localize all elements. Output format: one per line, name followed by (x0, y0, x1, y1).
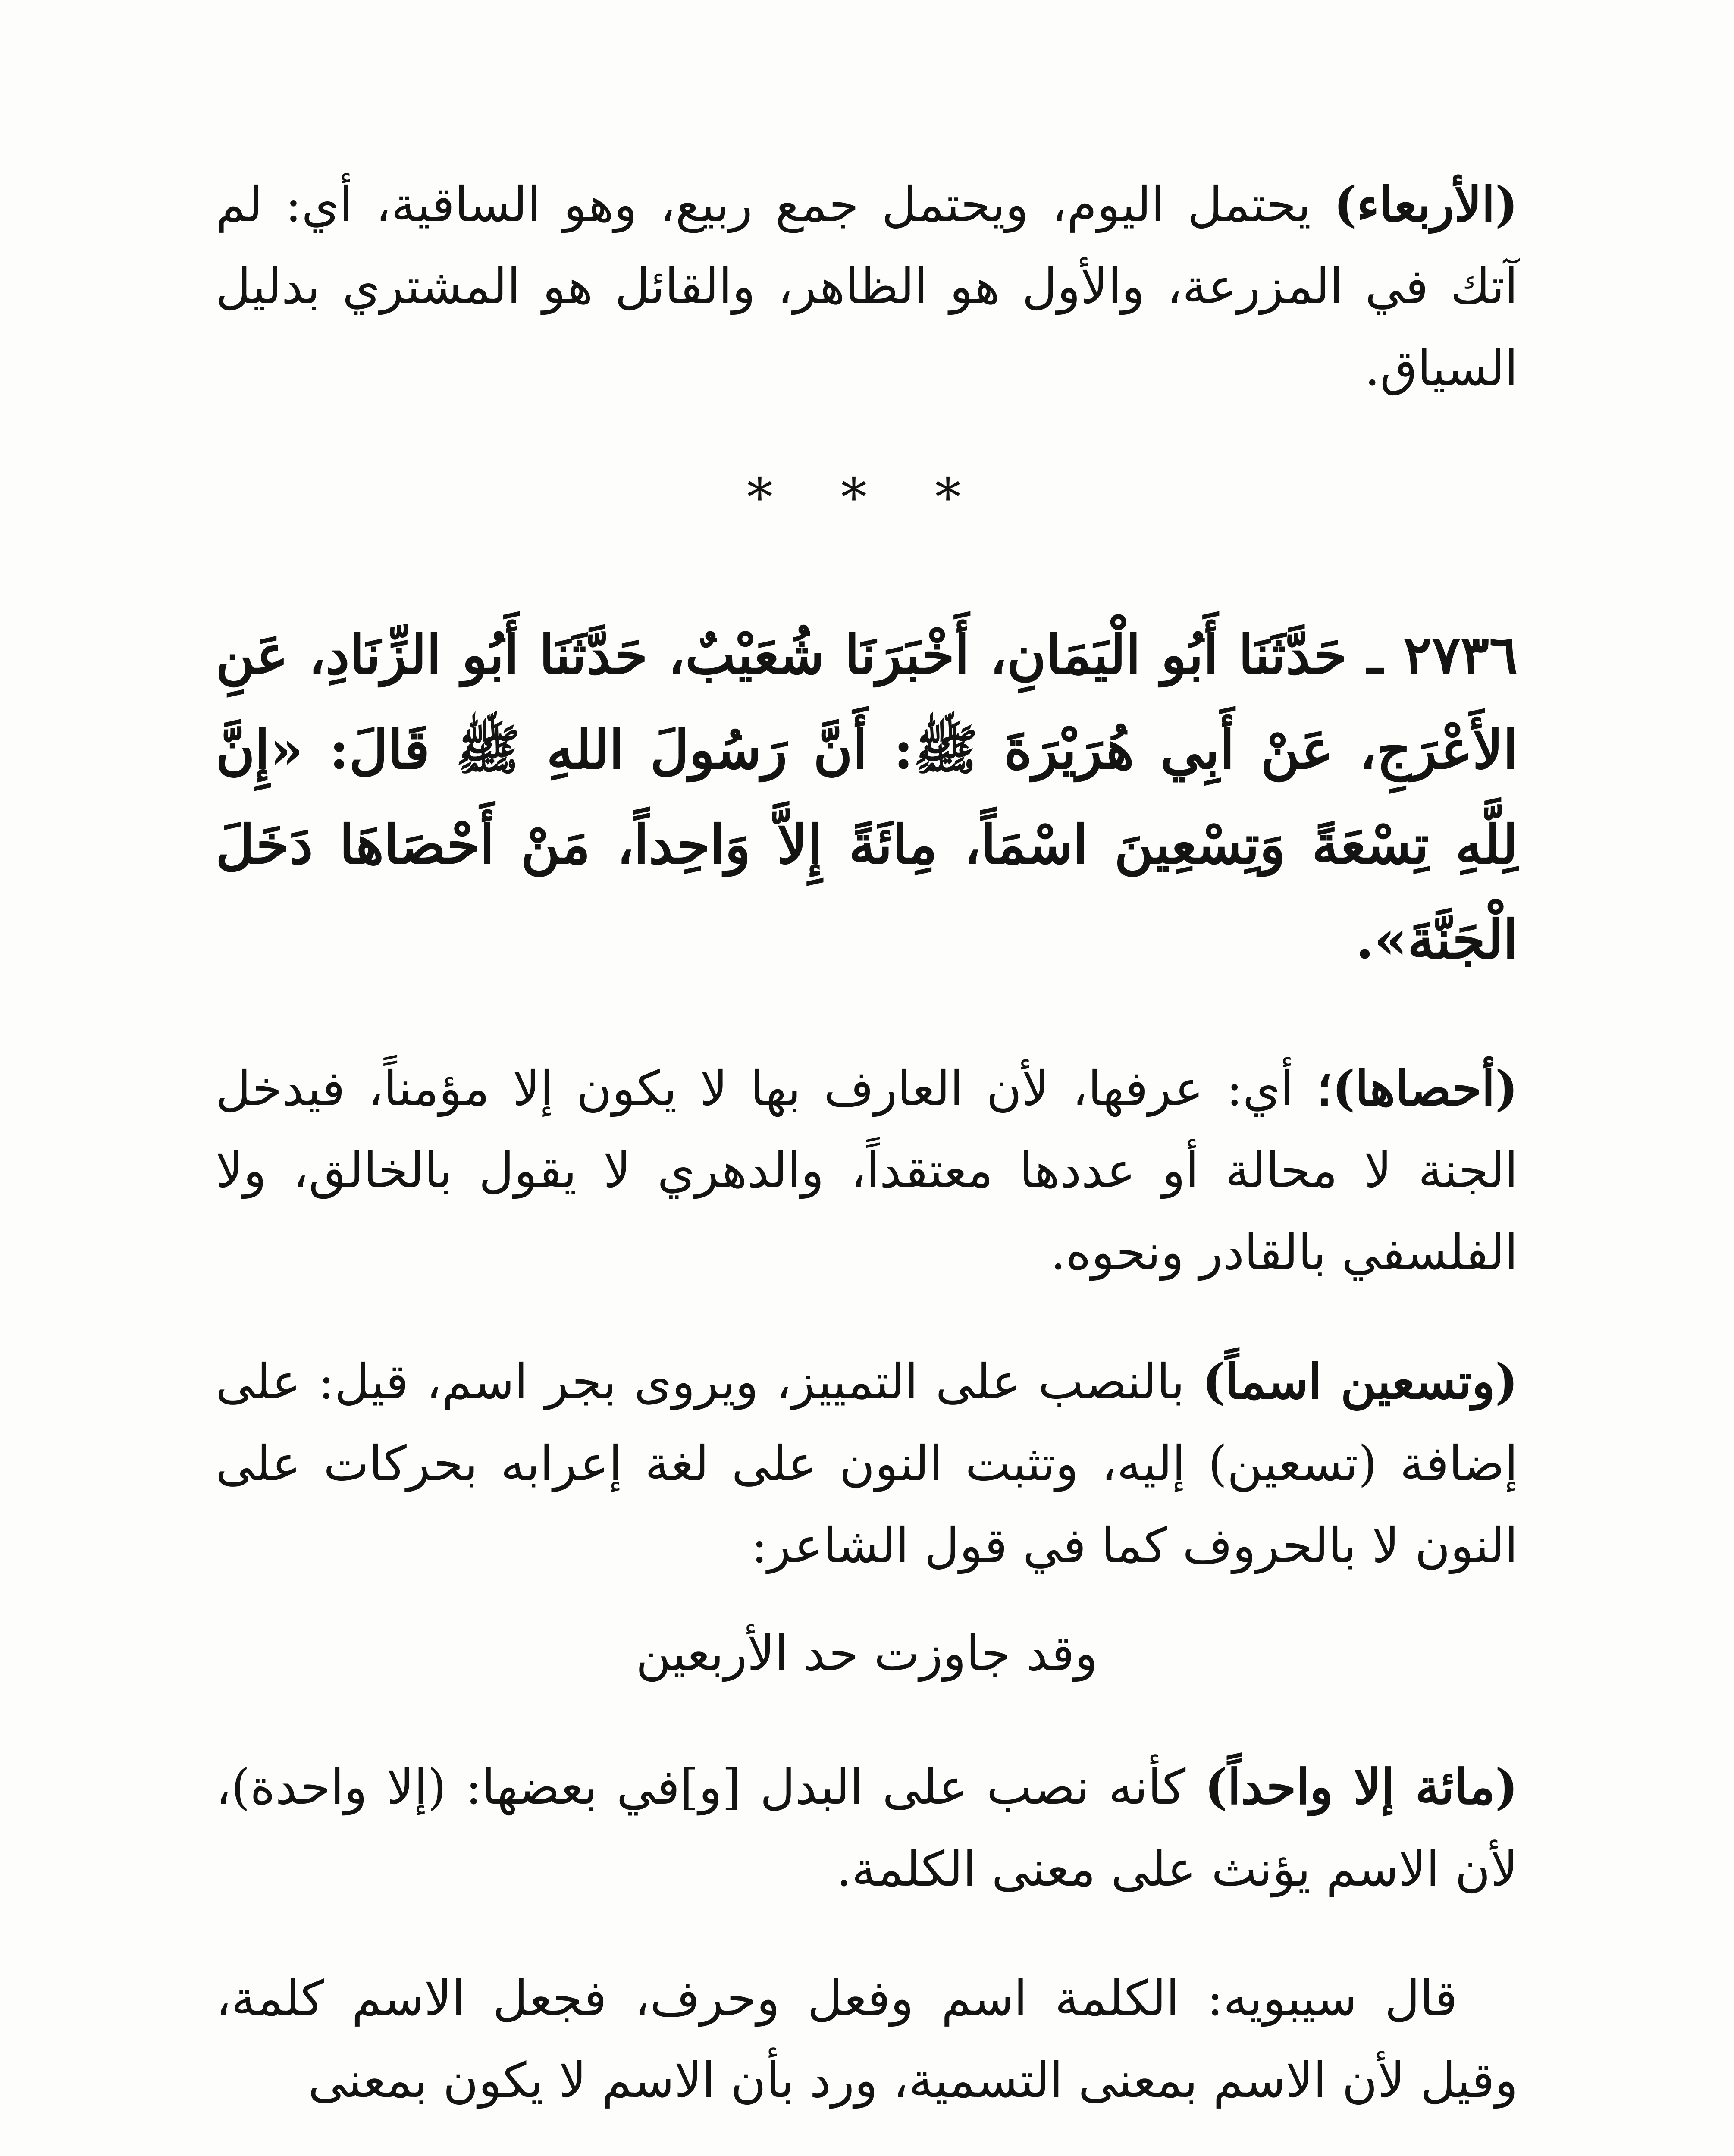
commentary-text: بالنصب على التمييز، ويروى بجر اسم، قيل: على إضافة (تسعين) إليه، وتثبت النون على لغة إعرابه بحركات على النون لا بالحروف كما في قول الشاعر: (216, 1354, 1518, 1574)
commentary-lead-term: (أحصاها)؛ (1317, 1060, 1518, 1117)
commentary-text: قال سيبويه: الكلمة اسم وفعل وحرف، فجعل الاسم كلمة، وقيل لأن الاسم بمعنى التسمية، ورد بأن الاسم لا يكون بمعنى (216, 1971, 1518, 2109)
commentary-text: يحتمل اليوم، ويحتمل جمع ربيع، وهو الساقية، أي: لم آتك في المزرعة، والأول هو الظاهر، والقائل هو المشتري بدليل السياق. (216, 177, 1518, 397)
commentary-text: أي: عرفها، لأن العارف بها لا يكون إلا مؤمناً، فيدخل الجنة لا محالة أو عددها معتقداً، والدهري لا يقول بالخالق، ولا الفلسفي بالقادر ونحوه. (216, 1061, 1518, 1281)
section-separator: * * * (746, 468, 987, 528)
commentary-paragraph (216, 1341, 1518, 1587)
commentary-paragraph (216, 1746, 1518, 1910)
commentary-lead-term: (الأربعاء) (1333, 176, 1518, 233)
commentary-paragraph (216, 164, 1518, 410)
commentary-text: كأنه نصب على البدل [و]في بعضها: (إلا واحدة)، لأن الاسم يؤنث على معنى الكلمة. (216, 1759, 1518, 1897)
commentary-paragraph (216, 1958, 1518, 2122)
poetry-verse: وقد جاوزت حد الأربعين (636, 1626, 1098, 1682)
commentary-lead-term: (وتسعين اسماً) (1202, 1354, 1518, 1410)
hadith-text: ٢٧٣٦ ـ حَدَّثَنَا أَبُو الْيَمَانِ، أَخْبَرَنَا شُعَيْبٌ، حَدَّثَنَا أَبُو الزِّنَادِ، عَنِ الأَعْرَجِ، عَنْ أَبِي هُرَيْرَةَ ﷺ: أَنَّ رَسُولَ اللهِ ﷺ قَالَ: «إِنَّ لِلَّهِ تِسْعَةً وَتِسْعِينَ اسْمَاً، مِائَةً إِلاَّ وَاحِداً، مَنْ أَحْصَاهَا دَخَلَ الْجَنَّةَ». (216, 624, 1518, 971)
page-body (216, 164, 1518, 2122)
commentary-paragraph (216, 1048, 1518, 1294)
commentary-lead-term: (مائة إلا واحداً) (1204, 1759, 1518, 1815)
